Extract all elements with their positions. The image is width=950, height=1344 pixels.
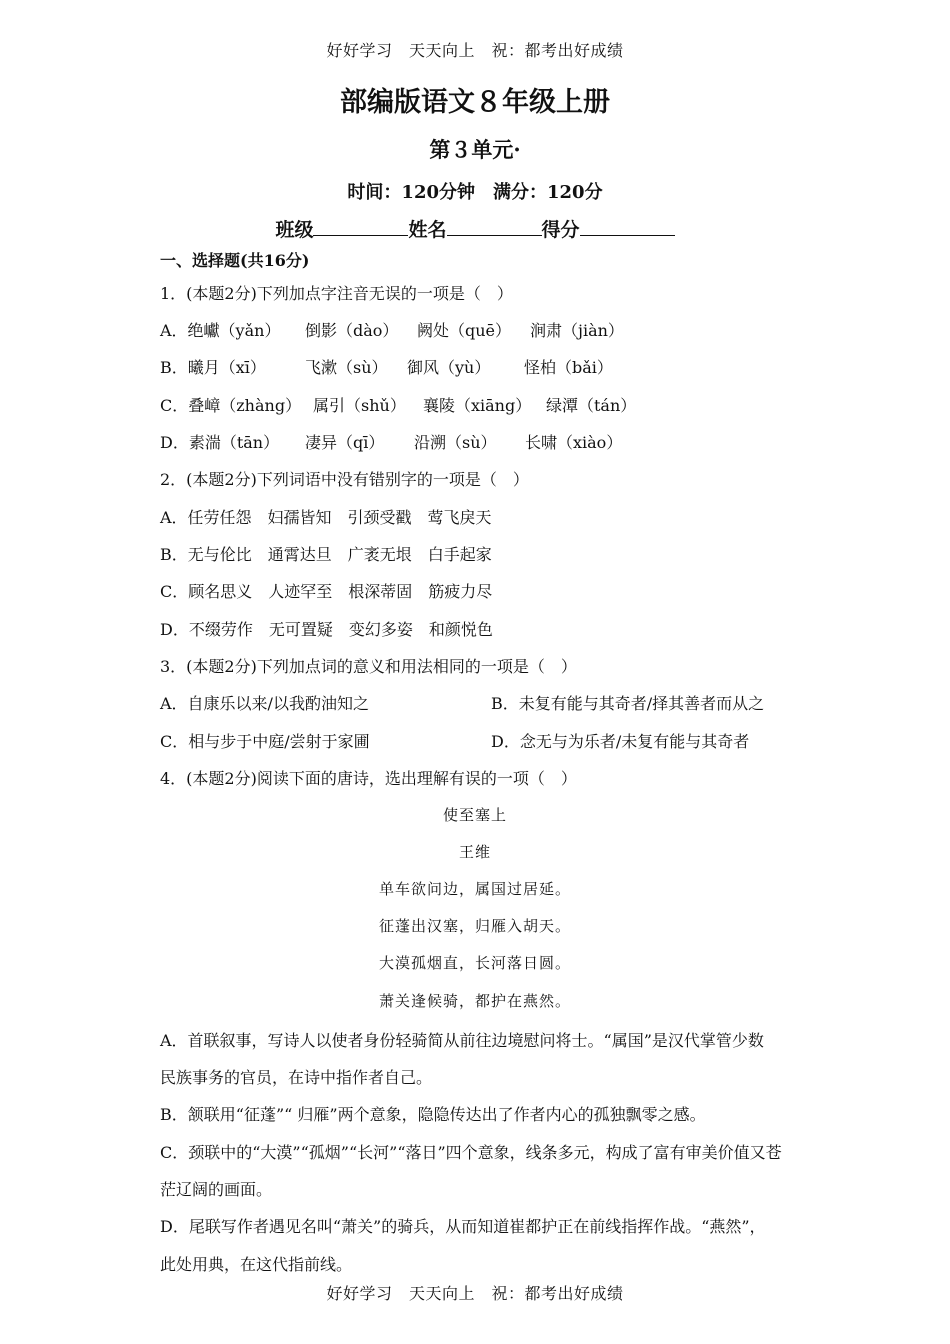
q1-b-3: 御风（yù） bbox=[407, 358, 491, 377]
q4-option-d-line-1: D．尾联写作者遇见名叫“萧关”的骑兵，从而知道崔都护正在前线指挥作战。“燕然”， bbox=[160, 1217, 766, 1236]
q1-d-1: D．素湍（tān） bbox=[160, 433, 280, 452]
q1-a-2: 倒影（dào） bbox=[305, 321, 399, 340]
q1-c-3: 襄陵（xiāng） bbox=[423, 396, 532, 415]
q4-option-c-line-2: 茫辽阔的画面。 bbox=[160, 1180, 273, 1199]
q2-option-d: D．不缀劳作 无可置疑 变幻多姿 和颜悦色 bbox=[160, 620, 493, 639]
document-title: 部编版语文８年级上册 bbox=[340, 87, 610, 118]
q1-d-4: 长啸（xiào） bbox=[525, 433, 623, 452]
poem-line-1: 单车欲问边，属国过居延。 bbox=[378, 880, 571, 898]
q1-a-3: 阙处（quē） bbox=[417, 321, 512, 340]
question-2-stem: 2．(本题2分)下列词语中没有错别字的一项是（ ） bbox=[160, 470, 529, 489]
class-blank[interactable] bbox=[313, 217, 408, 236]
q1-d-3: 沿溯（sù） bbox=[414, 433, 497, 452]
q1-b-1: B．曦月（xī） bbox=[160, 358, 266, 377]
q3-option-d: D．念无与为乐者/未复有能与其奇者 bbox=[491, 732, 750, 751]
q1-c-4: 绿潭（tán） bbox=[546, 396, 637, 415]
score-label: 得分 bbox=[541, 219, 580, 241]
q1-option-c bbox=[160, 393, 636, 416]
time-info: 时间：120分钟 满分：120分 bbox=[347, 182, 603, 203]
q3-option-c: C．相与步于中庭/尝射于家圃 bbox=[160, 732, 370, 751]
poem-title: 使至塞上 bbox=[442, 806, 507, 824]
q1-a-4: 涧肃（jiàn） bbox=[530, 321, 624, 340]
q4-option-c-line-1: C．颈联中的“大漠”“孤烟”“长河”“落日”四个意象，线条多元，构成了富有审美价值又苍 bbox=[160, 1143, 782, 1162]
q4-option-a-line-1: A．首联叙事，写诗人以使者身份轻骑简从前往边境慰问将士。“属国”是汉代掌管少数 bbox=[160, 1031, 764, 1050]
q4-option-b: B．颔联用“征蓬”“ 归雁”两个意象，隐隐传达出了作者内心的孤独飘零之感。 bbox=[160, 1105, 706, 1124]
class-label: 班级 bbox=[275, 219, 314, 241]
page-header: 好好学习 天天向上 祝：都考出好成绩 bbox=[326, 41, 624, 60]
unit-title: 第３单元· bbox=[429, 137, 521, 162]
q1-c-2: 属引（shǔ） bbox=[313, 396, 406, 415]
q1-option-a bbox=[160, 318, 624, 341]
page-footer: 好好学习 天天向上 祝：都考出好成绩 bbox=[326, 1284, 624, 1303]
q2-option-b: B．无与伦比 通霄达旦 广袤无垠 白手起家 bbox=[160, 545, 492, 564]
question-1-stem: 1．(本题2分)下列加点字注音无误的一项是（ ） bbox=[160, 284, 513, 303]
student-info bbox=[0, 215, 950, 242]
q1-b-4: 怪柏（bǎi） bbox=[524, 358, 613, 377]
question-3-stem: 3．(本题2分)下列加点词的意义和用法相同的一项是（ ） bbox=[160, 657, 577, 676]
q3-option-a: A．自康乐以来/以我酌油知之 bbox=[160, 694, 369, 713]
q1-b-2: 飞漱（sù） bbox=[305, 358, 388, 377]
q2-option-c: C．顾名思义 人迹罕至 根深蒂固 筋疲力尽 bbox=[160, 582, 493, 601]
poem-line-4: 萧关逢候骑，都护在燕然。 bbox=[378, 992, 571, 1010]
q1-option-b bbox=[160, 355, 613, 378]
name-label: 姓名 bbox=[408, 219, 447, 241]
q2-option-a: A．任劳任怨 妇孺皆知 引颈受戳 莺飞戾天 bbox=[160, 508, 492, 527]
score-blank[interactable] bbox=[580, 217, 675, 236]
poem-author: 王维 bbox=[458, 843, 491, 861]
poem-line-3: 大漠孤烟直，长河落日圆。 bbox=[378, 954, 571, 972]
poem-line-2: 征蓬出汉塞，归雁入胡天。 bbox=[378, 917, 571, 935]
name-blank[interactable] bbox=[447, 217, 542, 236]
question-4-stem: 4．(本题2分)阅读下面的唐诗，选出理解有误的一项（ ） bbox=[160, 769, 577, 788]
q1-d-2: 凄异（qī） bbox=[305, 433, 385, 452]
q1-option-d bbox=[160, 430, 622, 453]
q4-option-d-line-2: 此处用典，在这代指前线。 bbox=[160, 1255, 353, 1274]
q4-option-a-line-2: 民族事务的官员，在诗中指作者自己。 bbox=[160, 1068, 433, 1087]
q1-a-1: A．绝巘（yǎn） bbox=[160, 321, 281, 340]
q3-option-b: B．未复有能与其奇者/择其善者而从之 bbox=[491, 694, 765, 713]
q1-c-1: C．叠嶂（zhàng） bbox=[160, 396, 302, 415]
section-heading: 一、选择题(共16分) bbox=[160, 251, 310, 270]
